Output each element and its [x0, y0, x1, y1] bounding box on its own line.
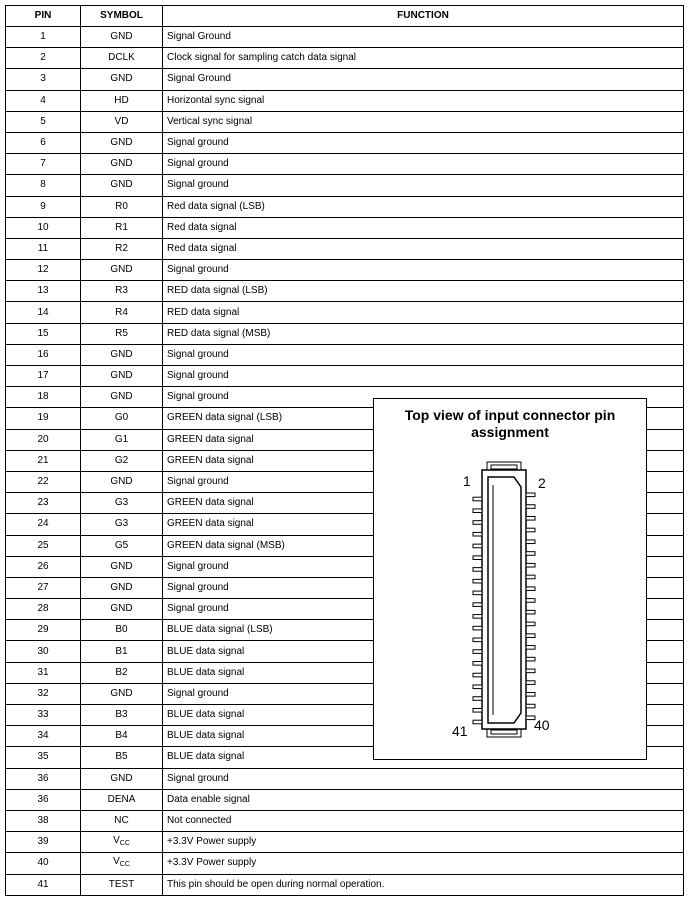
pin-function: +3.3V Power supply: [163, 832, 684, 853]
pin-symbol: [81, 832, 163, 853]
pin-function: Signal ground: [163, 683, 684, 704]
pin-function: BLUE data signal: [163, 662, 684, 683]
connector-pin-odd: [473, 673, 482, 677]
pin-number: 6: [6, 132, 81, 153]
pin-function: Signal ground: [163, 471, 684, 492]
pin-function: GREEN data signal (LSB): [163, 408, 684, 429]
pin-function: GREEN data signal: [163, 450, 684, 471]
connector-pin-odd: [473, 697, 482, 701]
connector-pin-odd: [473, 638, 482, 642]
pin-symbol: R5: [81, 323, 163, 344]
connector-pin-even: [526, 693, 535, 697]
pin-symbol: B5: [81, 747, 163, 768]
pin-symbol: GND: [81, 683, 163, 704]
table-row: [6, 111, 684, 132]
connector-pin-odd: [473, 568, 482, 572]
table-row: [6, 302, 684, 323]
pin-number: 19: [6, 408, 81, 429]
table-row: [6, 853, 684, 874]
pin-symbol: R2: [81, 238, 163, 259]
pin-symbol: GND: [81, 577, 163, 598]
pin-number: 9: [6, 196, 81, 217]
connector-pin-odd: [473, 650, 482, 654]
pin-function: Red data signal: [163, 217, 684, 238]
pin-40-label: 40: [534, 717, 550, 733]
connector-top-tab-inner: [491, 465, 517, 469]
pin-number: 36: [6, 768, 81, 789]
table-row: [6, 90, 684, 111]
pin-function: Signal ground: [163, 175, 684, 196]
pin-symbol: R1: [81, 217, 163, 238]
pin-symbol: G5: [81, 535, 163, 556]
pin-symbol: TEST: [81, 874, 163, 895]
connector-pin-even: [526, 516, 535, 520]
connector-pin-odd: [473, 556, 482, 560]
pin-number: 18: [6, 387, 81, 408]
pin-symbol: GND: [81, 344, 163, 365]
column-header-symbol: SYMBOL: [81, 6, 163, 27]
pin-number: 16: [6, 344, 81, 365]
pin-1-label: 1: [463, 473, 471, 489]
table-row: [6, 366, 684, 387]
pin-symbol-subscript: CC: [119, 860, 130, 868]
pin-function: Signal ground: [163, 387, 684, 408]
connector-pin-even: [526, 681, 535, 685]
pin-number: 24: [6, 514, 81, 535]
pin-function: Signal ground: [163, 556, 684, 577]
pin-function: Signal ground: [163, 366, 684, 387]
pin-symbol: [81, 853, 163, 874]
connector-pin-odd: [473, 685, 482, 689]
connector-pin-odd: [473, 615, 482, 619]
pin-number: 10: [6, 217, 81, 238]
connector-pin-even: [526, 634, 535, 638]
pin-function: BLUE data signal: [163, 726, 684, 747]
pin-number: 30: [6, 641, 81, 662]
pin-symbol: GND: [81, 556, 163, 577]
pin-function: +3.3V Power supply: [163, 853, 684, 874]
pin-number: 33: [6, 705, 81, 726]
pin-function: GREEN data signal: [163, 429, 684, 450]
connector-pin-even: [526, 540, 535, 544]
table-row: [6, 832, 684, 853]
connector-pin-odd: [473, 579, 482, 583]
pin-symbol: DCLK: [81, 48, 163, 69]
pin-function: Not connected: [163, 810, 684, 831]
connector-drawing: [374, 399, 646, 759]
pin-function: Signal ground: [163, 768, 684, 789]
table-row: [6, 238, 684, 259]
pin-symbol: B2: [81, 662, 163, 683]
connector-pin-even: [526, 622, 535, 626]
pin-function: Signal Ground: [163, 27, 684, 48]
connector-pin-even: [526, 587, 535, 591]
pin-function: RED data signal: [163, 302, 684, 323]
pin-function: GREEN data signal: [163, 493, 684, 514]
connector-diagram: [373, 398, 647, 760]
pin-symbol: GND: [81, 599, 163, 620]
pin-function: RED data signal (LSB): [163, 281, 684, 302]
pin-number: 21: [6, 450, 81, 471]
pin-symbol: GND: [81, 154, 163, 175]
pin-symbol: GND: [81, 387, 163, 408]
pin-function: This pin should be open during normal operation.: [163, 874, 684, 895]
pin-number: 40: [6, 853, 81, 874]
connector-pin-odd: [473, 521, 482, 525]
pin-number: 3: [6, 69, 81, 90]
pin-function: BLUE data signal (LSB): [163, 620, 684, 641]
pin-function: Horizontal sync signal: [163, 90, 684, 111]
pin-symbol: GND: [81, 27, 163, 48]
pin-number: 22: [6, 471, 81, 492]
pin-symbol: B4: [81, 726, 163, 747]
pin-function: Vertical sync signal: [163, 111, 684, 132]
pin-number: 7: [6, 154, 81, 175]
table-row: [6, 27, 684, 48]
connector-pin-even: [526, 599, 535, 603]
pin-number: 13: [6, 281, 81, 302]
connector-pin-even: [526, 657, 535, 661]
connector-pin-odd: [473, 708, 482, 712]
pin-number: 31: [6, 662, 81, 683]
pin-function: Signal ground: [163, 260, 684, 281]
pin-number: 23: [6, 493, 81, 514]
pin-number: 17: [6, 366, 81, 387]
connector-pin-even: [526, 646, 535, 650]
pin-symbol-main: V: [113, 855, 120, 867]
pin-symbol: G2: [81, 450, 163, 471]
pin-function: Red data signal (LSB): [163, 196, 684, 217]
pin-symbol: GND: [81, 260, 163, 281]
pin-number: 4: [6, 90, 81, 111]
pin-number: 14: [6, 302, 81, 323]
pin-function: Signal ground: [163, 577, 684, 598]
pin-2-label: 2: [538, 475, 546, 491]
table-row: [6, 810, 684, 831]
table-row: [6, 344, 684, 365]
connector-pin-even: [526, 575, 535, 579]
pin-number: 25: [6, 535, 81, 556]
pin-function: Signal ground: [163, 132, 684, 153]
pin-function: BLUE data signal: [163, 641, 684, 662]
connector-pin-even: [526, 610, 535, 614]
table-row: [6, 217, 684, 238]
connector-pin-even: [526, 505, 535, 509]
pin-function: RED data signal (MSB): [163, 323, 684, 344]
table-row: [6, 768, 684, 789]
pin-symbol: GND: [81, 69, 163, 90]
table-row: [6, 175, 684, 196]
pin-symbol: R3: [81, 281, 163, 302]
table-row: [6, 196, 684, 217]
column-header-pin: PIN: [6, 6, 81, 27]
pin-number: 41: [6, 874, 81, 895]
pin-number: 15: [6, 323, 81, 344]
pin-number: 8: [6, 175, 81, 196]
pin-number: 35: [6, 747, 81, 768]
pin-symbol: DENA: [81, 789, 163, 810]
pin-number: 2: [6, 48, 81, 69]
pin-symbol: R0: [81, 196, 163, 217]
pin-function: Data enable signal: [163, 789, 684, 810]
pin-function: GREEN data signal: [163, 514, 684, 535]
connector-pin-odd: [473, 626, 482, 630]
table-row: [6, 789, 684, 810]
connector-pin-odd: [473, 720, 482, 724]
pin-symbol: G0: [81, 408, 163, 429]
table-row: [6, 323, 684, 344]
table-row: [6, 154, 684, 175]
connector-pin-odd: [473, 603, 482, 607]
pin-function: GREEN data signal (MSB): [163, 535, 684, 556]
table-row: [6, 48, 684, 69]
pin-number: 11: [6, 238, 81, 259]
connector-pin-odd: [473, 532, 482, 536]
pin-number: 36: [6, 789, 81, 810]
pin-symbol: GND: [81, 132, 163, 153]
pin-number: 27: [6, 577, 81, 598]
connector-pin-odd: [473, 591, 482, 595]
pin-symbol-main: V: [113, 834, 120, 846]
pin-symbol-subscript: CC: [119, 839, 130, 847]
pin-symbol: B0: [81, 620, 163, 641]
pin-41-label: 41: [452, 723, 468, 739]
pin-number: 29: [6, 620, 81, 641]
connector-pin-even: [526, 552, 535, 556]
pin-number: 28: [6, 599, 81, 620]
pin-symbol: HD: [81, 90, 163, 111]
connector-pin-even: [526, 493, 535, 497]
connector-title: Top view of input connector pin assignment: [404, 407, 616, 440]
table-row: [6, 132, 684, 153]
table-row: [6, 281, 684, 302]
pin-number: 34: [6, 726, 81, 747]
pin-function: Clock signal for sampling catch data signal: [163, 48, 684, 69]
pin-function: BLUE data signal: [163, 747, 684, 768]
connector-pin-even: [526, 704, 535, 708]
pin-symbol: GND: [81, 366, 163, 387]
pin-function: Red data signal: [163, 238, 684, 259]
pin-number: 12: [6, 260, 81, 281]
pin-function: BLUE data signal: [163, 705, 684, 726]
pin-number: 38: [6, 810, 81, 831]
connector-pin-odd: [473, 497, 482, 501]
pin-number: 1: [6, 27, 81, 48]
pin-symbol: G3: [81, 514, 163, 535]
column-header-function: FUNCTION: [163, 6, 684, 27]
pin-number: 26: [6, 556, 81, 577]
table-header-row: [6, 6, 684, 27]
pin-symbol: B3: [81, 705, 163, 726]
pin-symbol: NC: [81, 810, 163, 831]
table-row: [6, 874, 684, 895]
pin-number: 5: [6, 111, 81, 132]
pin-number: 20: [6, 429, 81, 450]
pin-function: Signal ground: [163, 154, 684, 175]
connector-pin-odd: [473, 509, 482, 513]
pin-symbol: R4: [81, 302, 163, 323]
pin-function: Signal ground: [163, 599, 684, 620]
pin-symbol: G1: [81, 429, 163, 450]
pin-symbol: GND: [81, 471, 163, 492]
pin-symbol: VD: [81, 111, 163, 132]
pin-number: 32: [6, 683, 81, 704]
pin-number: 39: [6, 832, 81, 853]
pin-function: Signal Ground: [163, 69, 684, 90]
pin-function: Signal ground: [163, 344, 684, 365]
pin-symbol: GND: [81, 768, 163, 789]
pin-symbol: GND: [81, 175, 163, 196]
connector-pin-odd: [473, 662, 482, 666]
pin-symbol: G3: [81, 493, 163, 514]
connector-pin-even: [526, 563, 535, 567]
table-row: [6, 69, 684, 90]
table-row: [6, 260, 684, 281]
connector-pin-odd: [473, 544, 482, 548]
connector-pin-even: [526, 669, 535, 673]
connector-bottom-tab-inner: [491, 730, 517, 734]
connector-pin-even: [526, 528, 535, 532]
pin-symbol: B1: [81, 641, 163, 662]
